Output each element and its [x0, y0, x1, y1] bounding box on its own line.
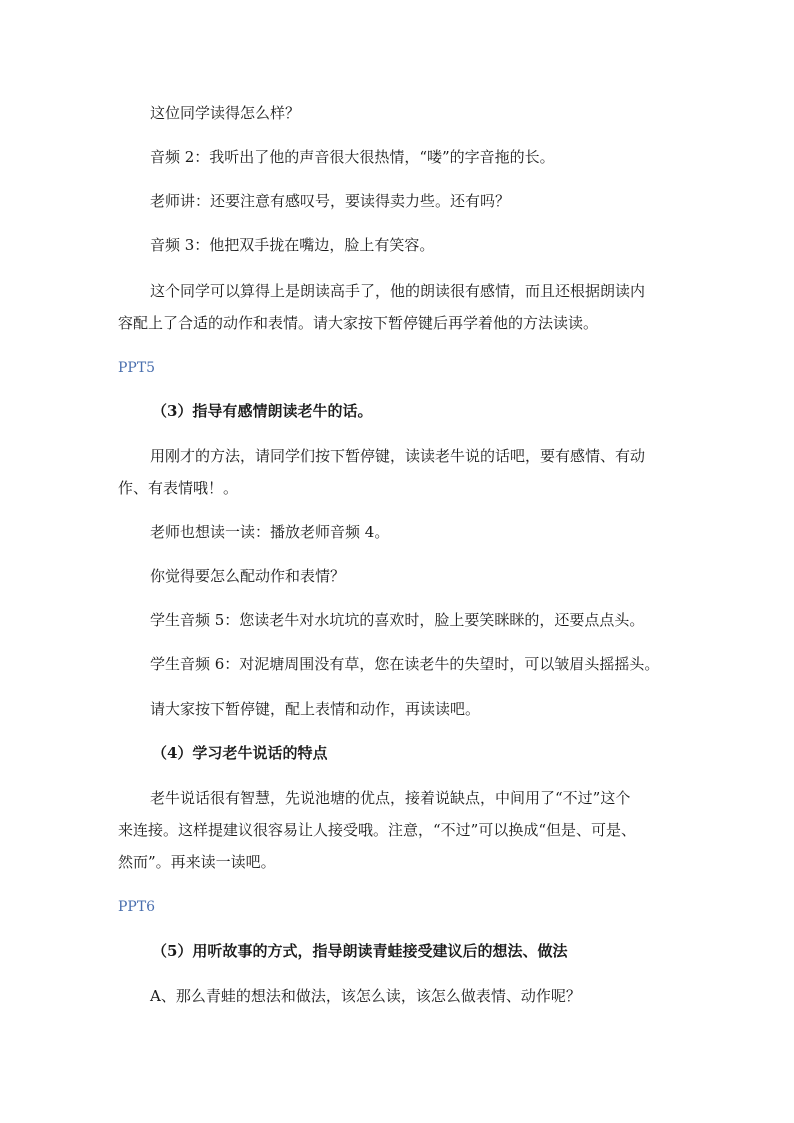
paragraph-line: A、那么青蛙的想法和做法，该怎么读，该怎么做表情、动作呢？ — [150, 987, 581, 1005]
paragraph-line: 用刚才的方法，请同学们按下暂停键，读读老牛说的话吧，要有感情、有动 — [150, 447, 646, 465]
paragraph-line: 作、有表情哦！。 — [118, 479, 239, 497]
section-heading: （5）用听故事的方式，指导朗读青蛙接受建议后的想法、做法 — [152, 942, 568, 960]
paragraph-line: 你觉得要怎么配动作和表情？ — [150, 567, 346, 585]
paragraph-line: 来连接。这样提建议很容易让人接受哦。注意，“不过”可以换成“但是、可是、 — [118, 821, 637, 839]
paragraph-line: 学生音频 6：对泥塘周围没有草，您在读老牛的失望时，可以皱眉头摇摇头。 — [150, 655, 660, 673]
paragraph-line: 请大家按下暂停键，配上表情和动作，再读读吧。 — [150, 700, 481, 718]
paragraph-line: 容配上了合适的动作和表情。请大家按下暂停键后再学着他的方法读读。 — [118, 314, 599, 332]
paragraph-line: 这个同学可以算得上是朗读高手了，他的朗读很有感情，而且还根据朗读内 — [150, 282, 646, 300]
section-heading: （3）指导有感情朗读老牛的话。 — [152, 402, 373, 420]
paragraph-line: 老师讲：还要注意有感叹号，要读得卖力些。还有吗？ — [150, 192, 511, 210]
section-heading: （4）学习老牛说话的特点 — [152, 744, 328, 762]
paragraph-line: 这位同学读得怎么样？ — [150, 104, 301, 122]
paragraph-line: 老牛说话很有智慧，先说池塘的优点，接着说缺点，中间用了“不过”这个 — [150, 789, 631, 807]
paragraph-line: 音频 3：他把双手拢在嘴边，脸上有笑容。 — [150, 236, 435, 254]
paragraph-line: 然而”。再来读一读吧。 — [118, 853, 276, 871]
section-marker: PPT6 — [118, 899, 156, 915]
paragraph-line: 老师也想读一读：播放老师音频 4。 — [150, 523, 390, 541]
paragraph-line: 学生音频 5：您读老牛对水坑坑的喜欢时，脸上要笑眯眯的，还要点点头。 — [150, 611, 645, 629]
section-marker: PPT5 — [118, 360, 156, 376]
paragraph-line: 音频 2：我听出了他的声音很大很热情，“喽”的字音拖的长。 — [150, 148, 555, 166]
